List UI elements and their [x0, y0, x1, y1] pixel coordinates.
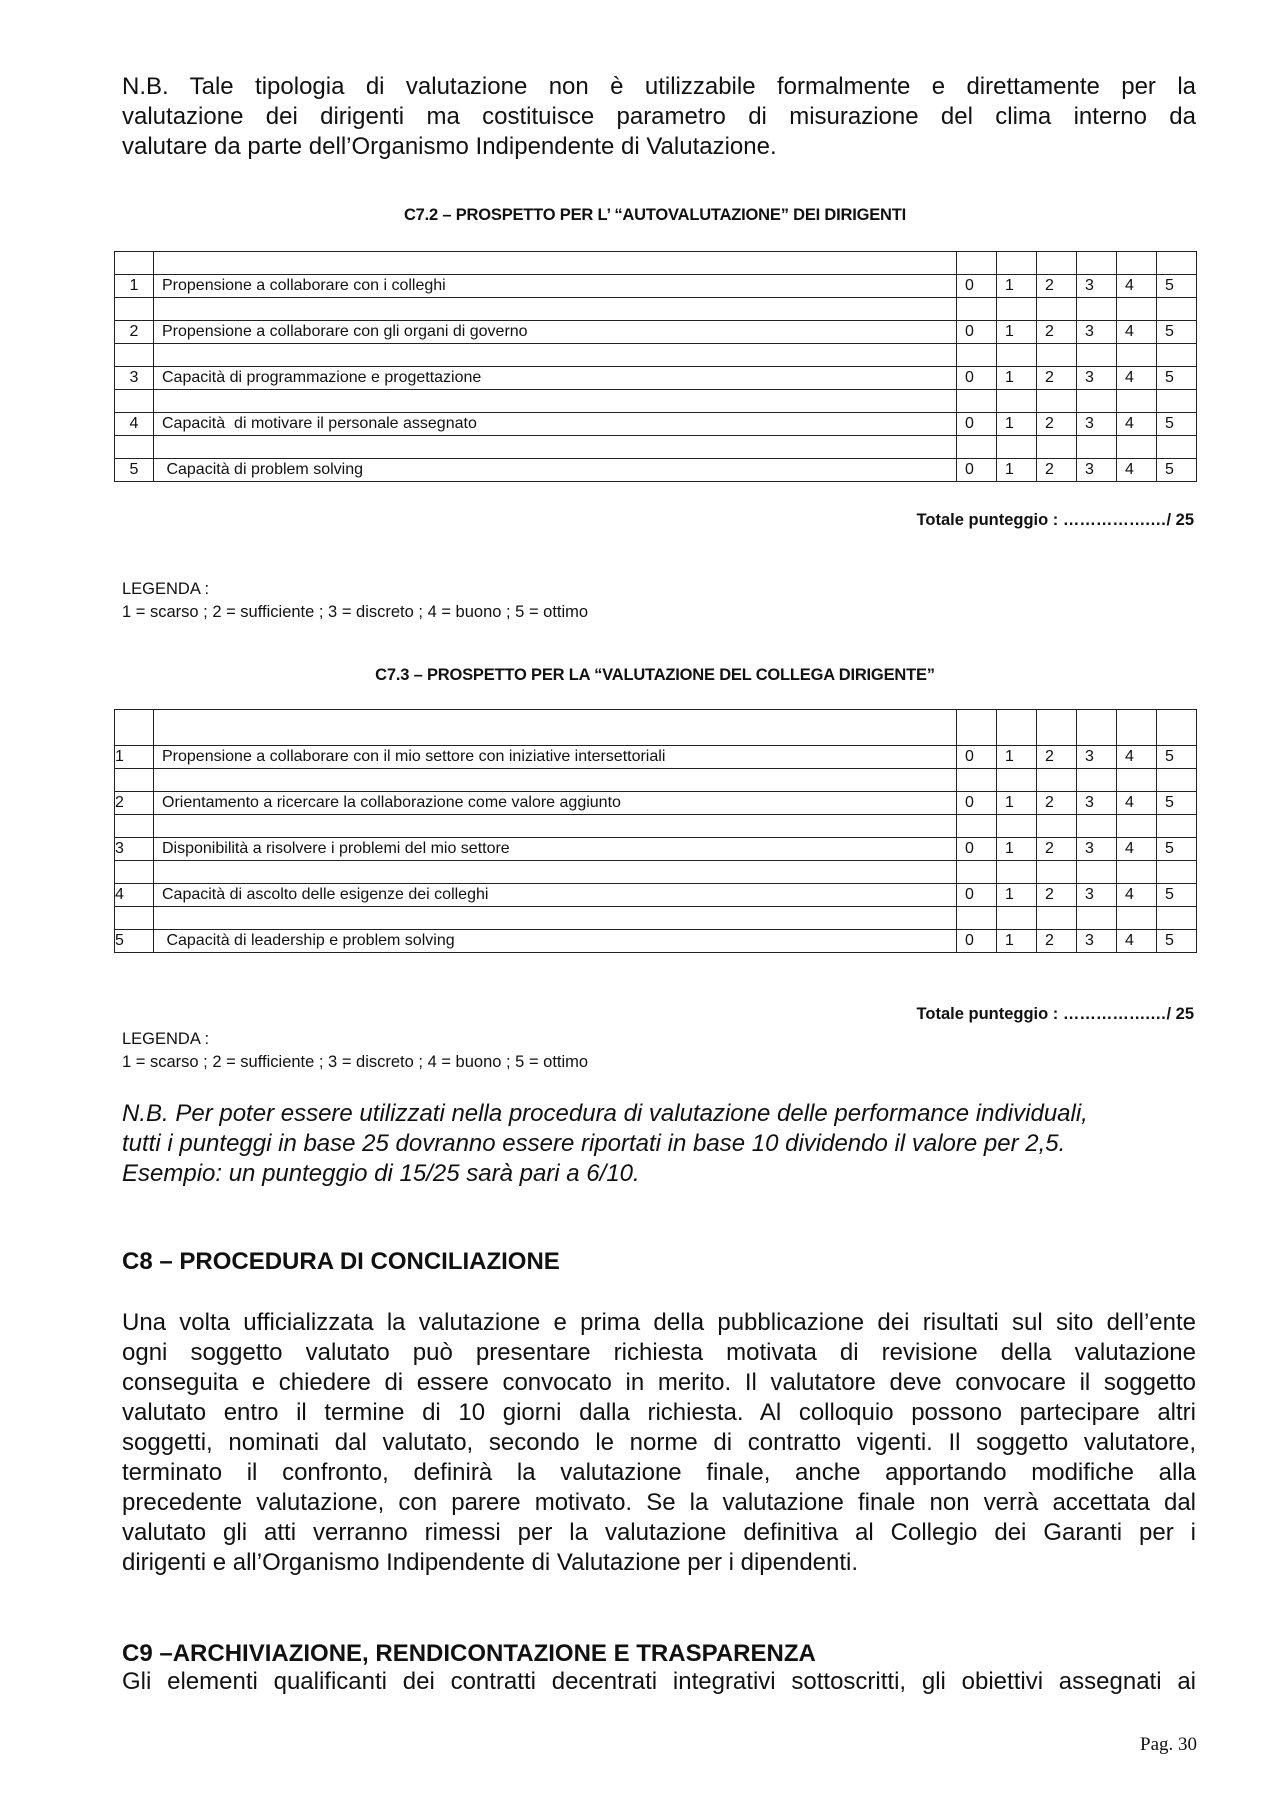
score-3[interactable]: 3	[1077, 321, 1117, 344]
section-c9-heading: C9 –ARCHIVIAZIONE, RENDICONTAZIONE E TRASPARENZA	[122, 1640, 816, 1667]
table-spacer-row	[115, 710, 1197, 746]
score-5[interactable]: 5	[1157, 746, 1197, 769]
score-2[interactable]: 2	[1037, 275, 1077, 298]
score-1[interactable]: 1	[997, 459, 1037, 482]
peer-assessment-table	[114, 709, 1197, 953]
score-2[interactable]: 2	[1037, 792, 1077, 815]
score-3[interactable]: 3	[1077, 930, 1117, 953]
score-0[interactable]: 0	[957, 275, 997, 298]
legend-title: LEGENDA :	[122, 1030, 210, 1048]
self-assessment-table	[114, 251, 1197, 482]
score-5[interactable]: 5	[1157, 792, 1197, 815]
conversion-note-line: tutti i punteggi in base 25 dovranno essere riportati in base 10 dividendo il valore per 2,5.	[122, 1130, 1066, 1157]
score-0[interactable]: 0	[957, 792, 997, 815]
score-1[interactable]: 1	[997, 792, 1037, 815]
score-1[interactable]: 1	[997, 838, 1037, 861]
score-2[interactable]: 2	[1037, 367, 1077, 390]
body-line: precedente valutazione, con parere motivato. Se la valutazione finale non verrà accettata dal	[122, 1489, 1196, 1516]
row-number: 3	[115, 367, 154, 390]
section-c8-heading: C8 – PROCEDURA DI CONCILIAZIONE	[122, 1248, 560, 1275]
row-number: 5	[115, 930, 154, 953]
score-2[interactable]: 2	[1037, 884, 1077, 907]
table-spacer-row	[115, 390, 1197, 413]
score-4[interactable]: 4	[1117, 930, 1157, 953]
table-row	[115, 459, 1197, 482]
score-5[interactable]: 5	[1157, 930, 1197, 953]
score-4[interactable]: 4	[1117, 413, 1157, 436]
score-1[interactable]: 1	[997, 321, 1037, 344]
score-5[interactable]: 5	[1157, 459, 1197, 482]
score-5[interactable]: 5	[1157, 413, 1197, 436]
table-row	[115, 413, 1197, 436]
row-label: Orientamento a ricercare la collaborazione come valore aggiunto	[154, 792, 957, 815]
score-0[interactable]: 0	[957, 746, 997, 769]
score-4[interactable]: 4	[1117, 746, 1157, 769]
score-3[interactable]: 3	[1077, 275, 1117, 298]
body-line: dirigenti e all’Organismo Indipendente di Valutazione per i dipendenti.	[122, 1549, 859, 1576]
legend-text: 1 = scarso ; 2 = sufficiente ; 3 = discreto ; 4 = buono ; 5 = ottimo	[122, 603, 589, 621]
intro-note	[122, 72, 1196, 162]
score-1[interactable]: 1	[997, 275, 1037, 298]
section-c73-title: C7.3 – PROSPETTO PER LA “VALUTAZIONE DEL COLLEGA DIRIGENTE”	[375, 666, 935, 684]
score-1[interactable]: 1	[997, 413, 1037, 436]
conversion-note	[122, 1099, 1202, 1189]
score-3[interactable]: 3	[1077, 413, 1117, 436]
intro-note-line: valutazione dei dirigenti ma costituisce parametro di misurazione del clima interno da	[122, 103, 1196, 130]
table-row	[115, 930, 1197, 953]
body-line: valutato entro il termine di 10 giorni dalla richiesta. Al colloquio possono partecipare altri	[122, 1399, 1196, 1426]
table-row	[115, 884, 1197, 907]
row-number: 4	[115, 413, 154, 436]
total-score-c72: Totale punteggio : …………….…/ 25	[916, 511, 1194, 529]
score-2[interactable]: 2	[1037, 930, 1077, 953]
score-1[interactable]: 1	[997, 367, 1037, 390]
score-0[interactable]: 0	[957, 884, 997, 907]
total-score-c73: Totale punteggio : …………….…/ 25	[916, 1005, 1194, 1023]
score-4[interactable]: 4	[1117, 884, 1157, 907]
row-label: Capacità di programmazione e progettazione	[154, 367, 957, 390]
score-0[interactable]: 0	[957, 413, 997, 436]
table-spacer-row	[115, 344, 1197, 367]
legend-text: 1 = scarso ; 2 = sufficiente ; 3 = discreto ; 4 = buono ; 5 = ottimo	[122, 1053, 589, 1071]
table-row	[115, 275, 1197, 298]
conversion-note-line: N.B. Per poter essere utilizzati nella procedura di valutazione delle performance individuali,	[122, 1100, 1088, 1127]
conversion-note-line: Esempio: un punteggio di 15/25 sarà pari a 6/10.	[122, 1160, 640, 1187]
score-5[interactable]: 5	[1157, 838, 1197, 861]
score-1[interactable]: 1	[997, 746, 1037, 769]
score-4[interactable]: 4	[1117, 838, 1157, 861]
score-3[interactable]: 3	[1077, 884, 1117, 907]
section-c8-body	[122, 1308, 1196, 1578]
table-spacer-row	[115, 436, 1197, 459]
body-line: terminato il confronto, definirà la valutazione finale, anche apportando modifiche alla	[122, 1459, 1196, 1486]
row-number: 5	[115, 459, 154, 482]
table-spacer-row	[115, 815, 1197, 838]
score-3[interactable]: 3	[1077, 746, 1117, 769]
score-1[interactable]: 1	[997, 930, 1037, 953]
body-line: ogni soggetto valutato può presentare richiesta motivata di revisione della valutazione	[122, 1339, 1196, 1366]
score-4[interactable]: 4	[1117, 459, 1157, 482]
row-number: 1	[115, 275, 154, 298]
body-line: valutato gli atti verranno rimessi per la valutazione definitiva al Collegio dei Garanti per i	[122, 1519, 1196, 1546]
score-0[interactable]: 0	[957, 930, 997, 953]
body-line: Una volta ufficializzata la valutazione e prima della pubblicazione dei risultati sul sito dell’ente	[122, 1309, 1196, 1336]
legend-c72	[122, 578, 588, 624]
section-c9-body	[122, 1667, 1196, 1697]
table-row	[115, 321, 1197, 344]
body-line: soggetti, nominati dal valutato, secondo le norme di contratto vigenti. Il soggetto valutatore,	[122, 1429, 1196, 1456]
score-4[interactable]: 4	[1117, 275, 1157, 298]
score-4[interactable]: 4	[1117, 367, 1157, 390]
table-row	[115, 838, 1197, 861]
score-5[interactable]: 5	[1157, 367, 1197, 390]
row-label: Disponibilità a risolvere i problemi del mio settore	[154, 838, 957, 861]
score-5[interactable]: 5	[1157, 321, 1197, 344]
row-number: 2	[115, 792, 154, 815]
body-line: Gli elementi qualificanti dei contratti decentrati integrativi sottoscritti, gli obiettivi assegnati ai	[122, 1668, 1196, 1695]
score-2[interactable]: 2	[1037, 413, 1077, 436]
table-spacer-row	[115, 907, 1197, 930]
score-3[interactable]: 3	[1077, 367, 1117, 390]
score-3[interactable]: 3	[1077, 792, 1117, 815]
score-0[interactable]: 0	[957, 367, 997, 390]
score-5[interactable]: 5	[1157, 884, 1197, 907]
row-number: 2	[115, 321, 154, 344]
row-number: 3	[115, 838, 154, 861]
score-5[interactable]: 5	[1157, 275, 1197, 298]
row-number: 1	[115, 746, 154, 769]
intro-note-line: N.B. Tale tipologia di valutazione non è utilizzabile formalmente e direttamente per la	[122, 73, 1196, 100]
intro-note-line: valutare da parte dell’Organismo Indipendente di Valutazione.	[122, 133, 777, 160]
row-label: Propensione a collaborare con il mio settore con iniziative intersettoriali	[154, 746, 957, 769]
score-3[interactable]: 3	[1077, 459, 1117, 482]
table-row	[115, 792, 1197, 815]
score-4[interactable]: 4	[1117, 321, 1157, 344]
table-row	[115, 746, 1197, 769]
legend-title: LEGENDA :	[122, 580, 210, 598]
score-0[interactable]: 0	[957, 838, 997, 861]
row-label: Capacità di leadership e problem solving	[154, 930, 957, 953]
row-label: Propensione a collaborare con gli organi di governo	[154, 321, 957, 344]
section-c72-title: C7.2 – PROSPETTO PER L’ “AUTOVALUTAZIONE” DEI DIRIGENTI	[403, 206, 907, 224]
score-0[interactable]: 0	[957, 459, 997, 482]
table-row	[115, 367, 1197, 390]
score-3[interactable]: 3	[1077, 838, 1117, 861]
table-spacer-row	[115, 298, 1197, 321]
table-spacer-row	[115, 769, 1197, 792]
score-2[interactable]: 2	[1037, 838, 1077, 861]
score-2[interactable]: 2	[1037, 746, 1077, 769]
score-2[interactable]: 2	[1037, 459, 1077, 482]
row-number: 4	[115, 884, 154, 907]
table-spacer-row	[115, 252, 1197, 275]
score-4[interactable]: 4	[1117, 792, 1157, 815]
legend-c73	[122, 1028, 588, 1074]
row-label: Capacità di ascolto delle esigenze dei colleghi	[154, 884, 957, 907]
score-1[interactable]: 1	[997, 884, 1037, 907]
row-label: Capacità di motivare il personale assegnato	[154, 413, 957, 436]
page-number: Pag. 30	[1140, 1734, 1197, 1755]
row-label: Capacità di problem solving	[154, 459, 957, 482]
body-line: conseguita e chiedere di essere convocato in merito. Il valutatore deve convocare il soggetto	[122, 1369, 1196, 1396]
row-label: Propensione a collaborare con i colleghi	[154, 275, 957, 298]
score-0[interactable]: 0	[957, 321, 997, 344]
score-2[interactable]: 2	[1037, 321, 1077, 344]
table-spacer-row	[115, 861, 1197, 884]
